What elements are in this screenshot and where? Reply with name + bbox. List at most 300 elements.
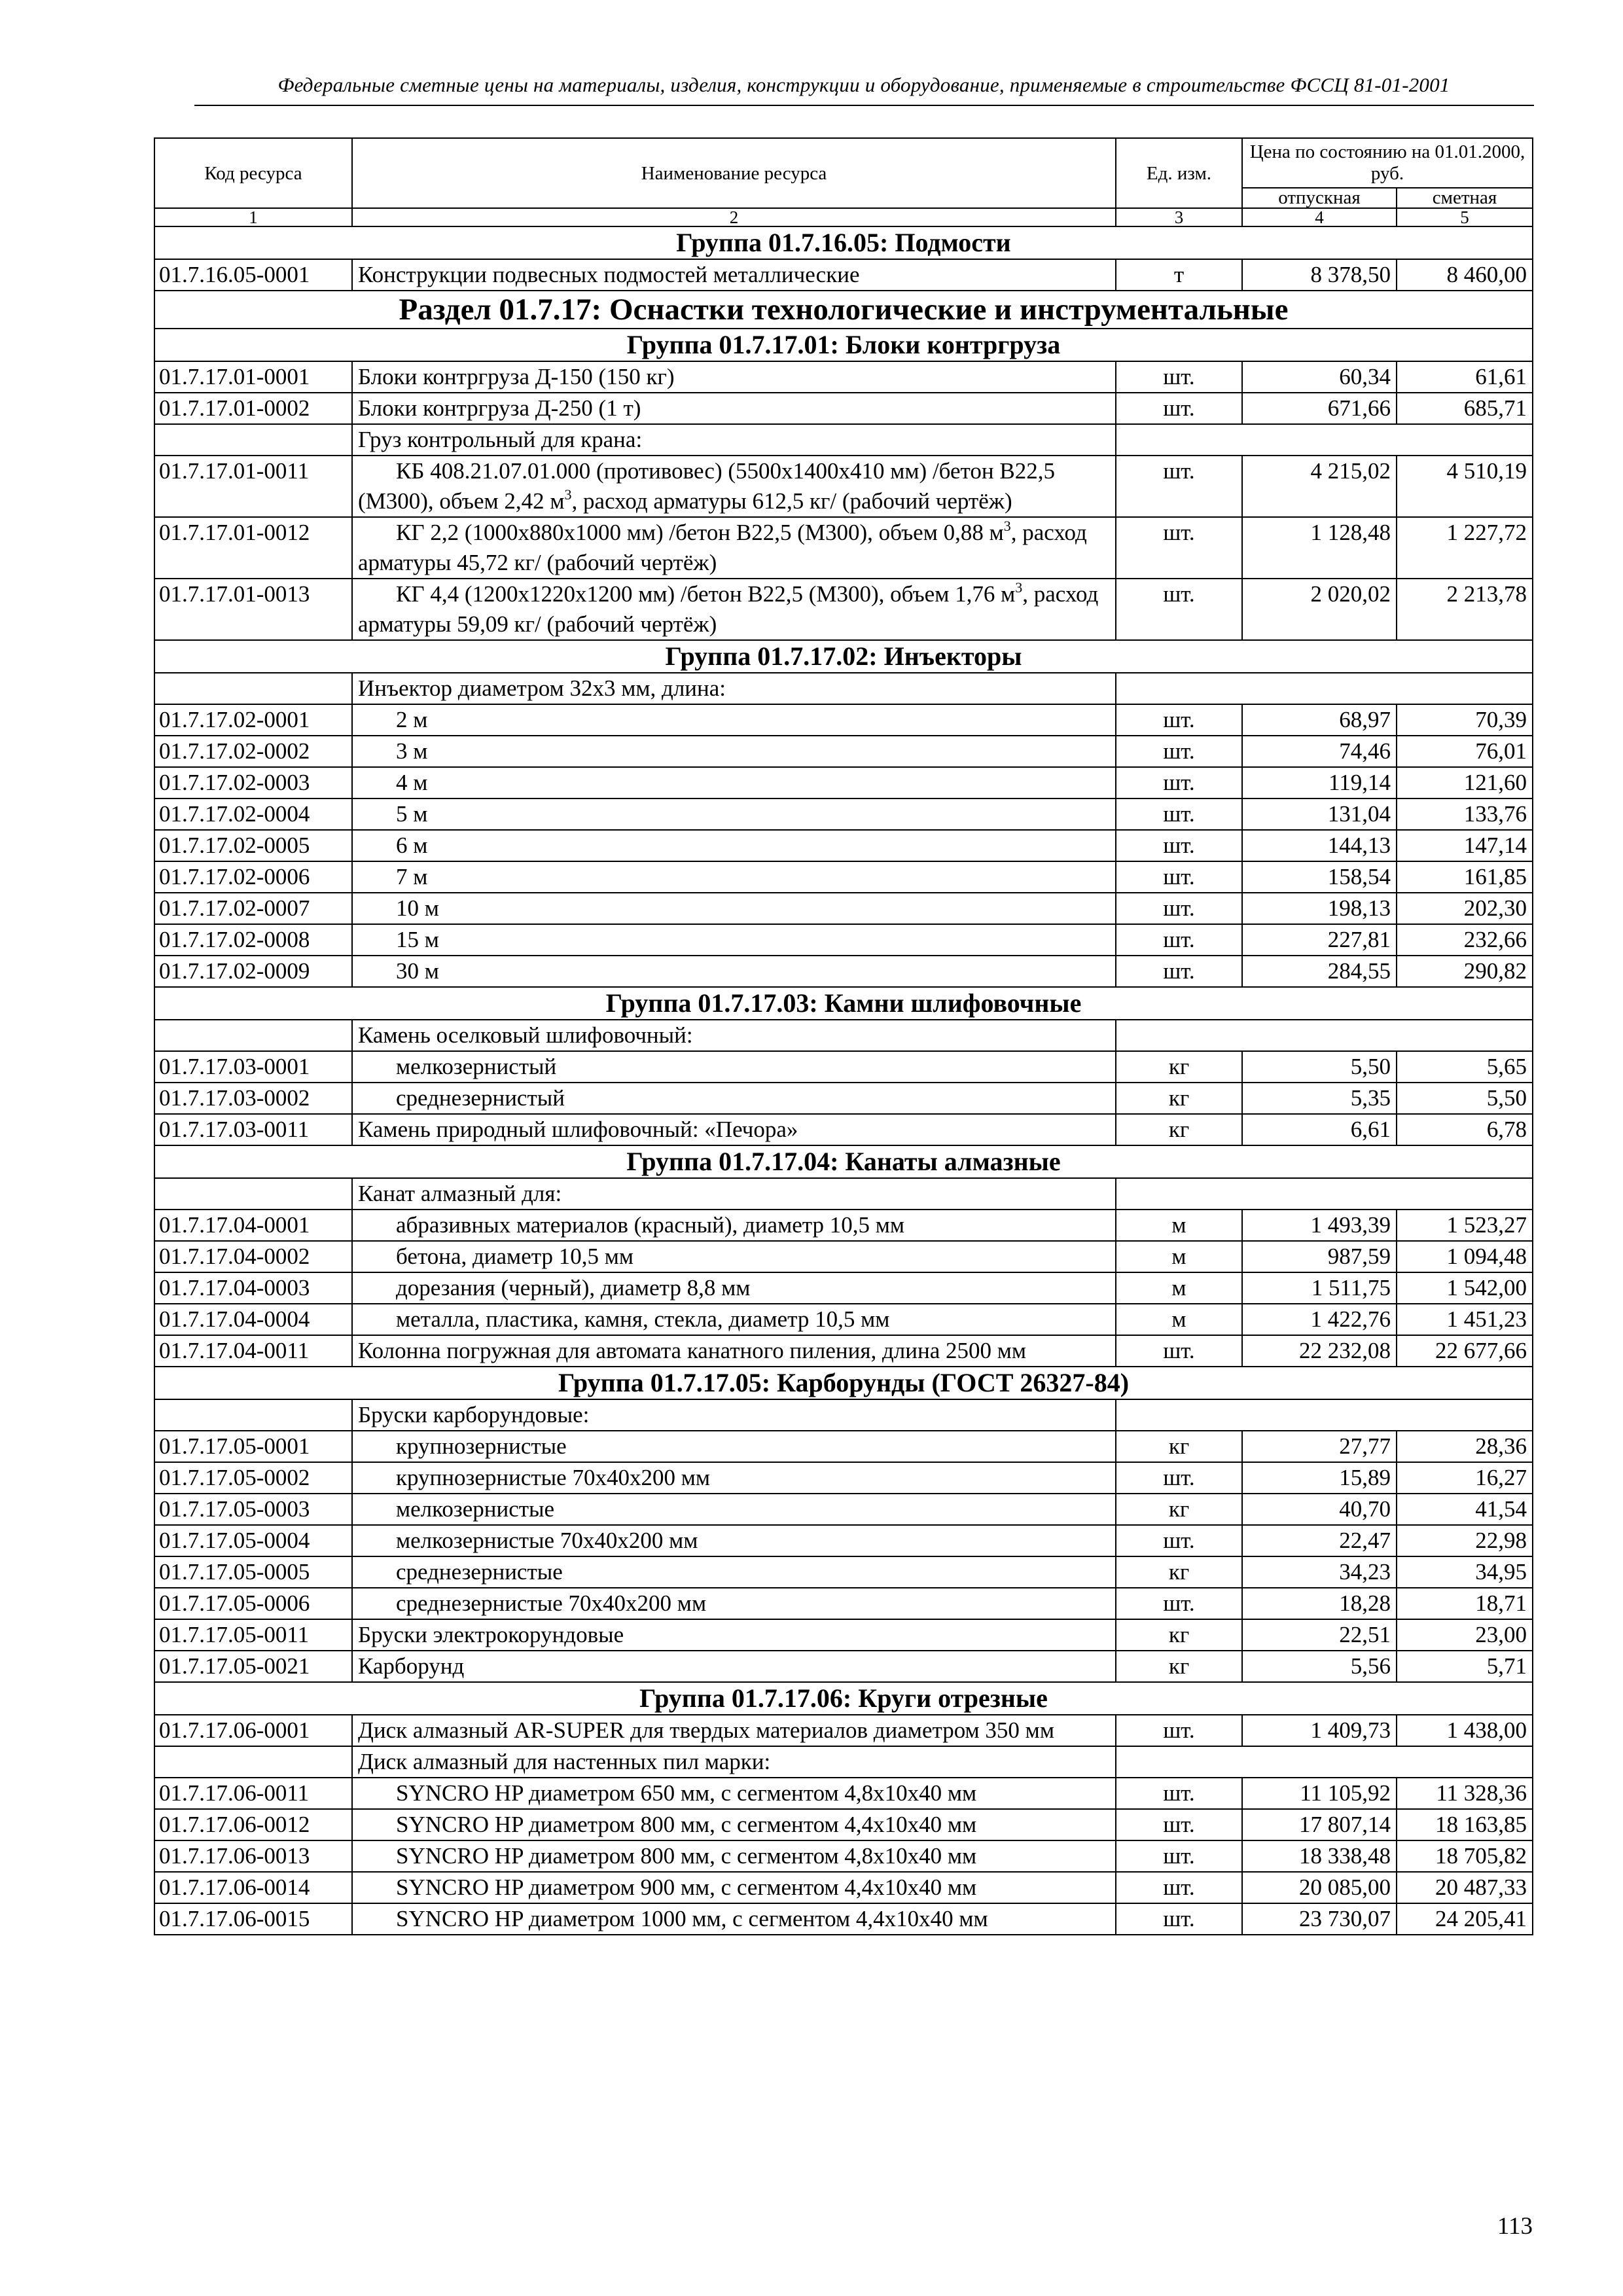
column-number: 4 — [1242, 208, 1397, 226]
estimate-price: 8 460,00 — [1397, 259, 1533, 291]
release-price: 40,70 — [1242, 1494, 1397, 1525]
resource-name-text: среднезернистые — [396, 1559, 563, 1585]
subheading-text: Бруски карборундовые: — [352, 1399, 1116, 1431]
resource-name — [352, 798, 1116, 830]
unit-of-measure: м — [1116, 1210, 1242, 1241]
resource-code: 01.7.17.05-0002 — [154, 1462, 352, 1494]
release-price: 158,54 — [1242, 861, 1397, 893]
release-price: 20 085,00 — [1242, 1872, 1397, 1903]
unit-superscript: 3 — [1015, 579, 1023, 596]
unit-of-measure: кг — [1116, 1431, 1242, 1462]
unit-of-measure: шт. — [1116, 798, 1242, 830]
unit-of-measure: шт. — [1116, 361, 1242, 393]
subheading-row — [154, 1178, 1533, 1210]
resource-name — [352, 1619, 1116, 1651]
unit-of-measure: шт. — [1116, 1335, 1242, 1367]
subheading-text: Инъектор диаметром 32х3 мм, длина: — [352, 673, 1116, 704]
estimate-price: 1 451,23 — [1397, 1304, 1533, 1335]
estimate-price: 133,76 — [1397, 798, 1533, 830]
table-row — [154, 456, 1533, 517]
unit-of-measure: шт. — [1116, 1525, 1242, 1556]
resource-name-text: Блоки контргруза Д-250 (1 т) — [358, 395, 641, 421]
subheading-row — [154, 673, 1533, 704]
estimate-price: 22 677,66 — [1397, 1335, 1533, 1367]
resource-name-text: крупнозернистые 70х40х200 мм — [396, 1465, 711, 1490]
resource-name — [352, 893, 1116, 924]
estimate-price: 147,14 — [1397, 830, 1533, 861]
release-price: 671,66 — [1242, 393, 1397, 424]
resource-name-text: 7 м — [396, 864, 428, 889]
price-table-body — [154, 138, 1533, 1935]
resource-name — [352, 1651, 1116, 1682]
resource-code: 01.7.17.04-0004 — [154, 1304, 352, 1335]
release-price: 987,59 — [1242, 1241, 1397, 1272]
resource-name — [352, 393, 1116, 424]
resource-name-text: 6 м — [396, 833, 428, 858]
resource-code: 01.7.17.01-0002 — [154, 393, 352, 424]
estimate-price: 61,61 — [1397, 361, 1533, 393]
resource-name — [352, 1525, 1116, 1556]
resource-name — [352, 861, 1116, 893]
resource-name — [352, 1588, 1116, 1619]
release-price: 18,28 — [1242, 1588, 1397, 1619]
unit-of-measure: шт. — [1116, 1462, 1242, 1494]
header-code: Код ресурса — [154, 138, 352, 208]
release-price: 22 232,08 — [1242, 1335, 1397, 1367]
resource-code: 01.7.17.02-0005 — [154, 830, 352, 861]
unit-of-measure: кг — [1116, 1619, 1242, 1651]
resource-code: 01.7.17.06-0014 — [154, 1872, 352, 1903]
resource-name-text: 2 м — [396, 707, 428, 732]
resource-code: 01.7.17.04-0011 — [154, 1335, 352, 1367]
release-price: 5,35 — [1242, 1083, 1397, 1114]
header-rule — [194, 105, 1534, 106]
estimate-price: 4 510,19 — [1397, 456, 1533, 517]
unit-superscript: 3 — [564, 486, 572, 503]
column-number: 3 — [1116, 208, 1242, 226]
resource-name-text: мелкозернистый — [396, 1054, 557, 1079]
unit-of-measure: шт. — [1116, 1872, 1242, 1903]
estimate-price: 20 487,33 — [1397, 1872, 1533, 1903]
resource-name — [352, 830, 1116, 861]
resource-code: 01.7.17.05-0005 — [154, 1556, 352, 1588]
header-estimate-price: сметная — [1397, 188, 1533, 208]
table-row — [154, 861, 1533, 893]
unit-of-measure: шт. — [1116, 1903, 1242, 1935]
empty-code-cell — [154, 424, 352, 456]
resource-name — [352, 361, 1116, 393]
release-price: 8 378,50 — [1242, 259, 1397, 291]
column-number-row — [154, 208, 1533, 226]
resource-name-text: среднезернистые 70х40х200 мм — [396, 1590, 707, 1616]
resource-name-text: Бруски электрокорундовые — [358, 1622, 624, 1647]
unit-of-measure: шт. — [1116, 1778, 1242, 1809]
resource-code: 01.7.17.03-0002 — [154, 1083, 352, 1114]
section-title: Раздел 01.7.17: Оснастки технологические и инструментальные — [154, 291, 1533, 329]
resource-code: 01.7.17.06-0015 — [154, 1903, 352, 1935]
release-price: 119,14 — [1242, 767, 1397, 798]
release-price: 1 493,39 — [1242, 1210, 1397, 1241]
estimate-price: 6,78 — [1397, 1114, 1533, 1145]
resource-code: 01.7.17.02-0008 — [154, 924, 352, 956]
resource-name — [352, 767, 1116, 798]
page-number: 113 — [1497, 2213, 1533, 2240]
table-row — [154, 579, 1533, 640]
table-row — [154, 1619, 1533, 1651]
resource-code: 01.7.17.01-0012 — [154, 517, 352, 579]
resource-code: 01.7.17.02-0002 — [154, 736, 352, 767]
section-row — [154, 291, 1533, 329]
resource-name-text: 15 м — [396, 927, 439, 952]
estimate-price: 161,85 — [1397, 861, 1533, 893]
resource-name-text: КГ 4,4 (1200х1220х1200 мм) /бетон В22,5 (М300), объем 1,76 м — [396, 581, 1016, 607]
resource-name — [352, 259, 1116, 291]
unit-of-measure: шт. — [1116, 736, 1242, 767]
table-row — [154, 1840, 1533, 1872]
resource-name — [352, 1431, 1116, 1462]
table-row — [154, 1872, 1533, 1903]
estimate-price: 1 523,27 — [1397, 1210, 1533, 1241]
resource-name — [352, 1272, 1116, 1304]
resource-name-text: Конструкции подвесных подмостей металлические — [358, 262, 860, 287]
resource-name — [352, 456, 1116, 517]
unit-of-measure: шт. — [1116, 956, 1242, 987]
resource-code: 01.7.17.04-0001 — [154, 1210, 352, 1241]
table-row — [154, 1494, 1533, 1525]
unit-of-measure: шт. — [1116, 1588, 1242, 1619]
page-running-header: Федеральные сметные цены на материалы, изделия, конструкции и оборудование, применяемые в строительстве ФССЦ 81-01-2001 — [277, 73, 1450, 96]
estimate-price: 28,36 — [1397, 1431, 1533, 1462]
resource-name — [352, 1715, 1116, 1746]
estimate-price: 76,01 — [1397, 736, 1533, 767]
table-row — [154, 1778, 1533, 1809]
resource-name — [352, 1872, 1116, 1903]
table-header-row — [154, 138, 1533, 188]
estimate-price: 1 094,48 — [1397, 1241, 1533, 1272]
release-price: 11 105,92 — [1242, 1778, 1397, 1809]
resource-code: 01.7.17.05-0001 — [154, 1431, 352, 1462]
release-price: 22,51 — [1242, 1619, 1397, 1651]
release-price: 144,13 — [1242, 830, 1397, 861]
resource-name — [352, 1051, 1116, 1083]
empty-code-cell — [154, 1399, 352, 1431]
unit-of-measure: кг — [1116, 1651, 1242, 1682]
resource-name-text: бетона, диаметр 10,5 мм — [396, 1244, 634, 1269]
empty-cell — [1116, 424, 1533, 456]
resource-code: 01.7.17.02-0001 — [154, 704, 352, 736]
resource-code: 01.7.17.01-0011 — [154, 456, 352, 517]
empty-code-cell — [154, 673, 352, 704]
estimate-price: 1 227,72 — [1397, 517, 1533, 579]
release-price: 22,47 — [1242, 1525, 1397, 1556]
resource-name — [352, 1556, 1116, 1588]
resource-name-text: Камень природный шлифовочный: «Печора» — [358, 1117, 798, 1142]
resource-code: 01.7.17.01-0001 — [154, 361, 352, 393]
estimate-price: 5,71 — [1397, 1651, 1533, 1682]
resource-code: 01.7.16.05-0001 — [154, 259, 352, 291]
release-price: 34,23 — [1242, 1556, 1397, 1588]
unit-of-measure: кг — [1116, 1083, 1242, 1114]
resource-name — [352, 1494, 1116, 1525]
release-price: 15,89 — [1242, 1462, 1397, 1494]
resource-code: 01.7.17.05-0021 — [154, 1651, 352, 1682]
subheading-row — [154, 1746, 1533, 1778]
resource-name-text: 5 м — [396, 801, 428, 827]
group-title: Группа 01.7.17.06: Круги отрезные — [154, 1682, 1533, 1715]
table-row — [154, 1051, 1533, 1083]
resource-name — [352, 704, 1116, 736]
table-row — [154, 517, 1533, 579]
table-row — [154, 798, 1533, 830]
resource-code: 01.7.17.06-0001 — [154, 1715, 352, 1746]
estimate-price: 11 328,36 — [1397, 1778, 1533, 1809]
table-row — [154, 1210, 1533, 1241]
resource-name — [352, 1083, 1116, 1114]
table-row — [154, 1114, 1533, 1145]
table-row — [154, 924, 1533, 956]
resource-code: 01.7.17.05-0004 — [154, 1525, 352, 1556]
empty-cell — [1116, 1399, 1533, 1431]
unit-of-measure: шт. — [1116, 830, 1242, 861]
group-title: Группа 01.7.17.05: Карборунды (ГОСТ 26327-84) — [154, 1367, 1533, 1399]
resource-name-tail: , расход арматуры 45,72 кг/ (рабочий чертёж) — [358, 520, 1087, 575]
subheading-text: Канат алмазный для: — [352, 1178, 1116, 1210]
table-row — [154, 956, 1533, 987]
resource-name-text: абразивных материалов (красный), диаметр 10,5 мм — [396, 1212, 905, 1238]
resource-name-text: дорезания (черный), диаметр 8,8 мм — [396, 1275, 751, 1300]
resource-name — [352, 1304, 1116, 1335]
resource-name-text: 4 м — [396, 770, 428, 795]
resource-code: 01.7.17.05-0006 — [154, 1588, 352, 1619]
table-row — [154, 1462, 1533, 1494]
empty-cell — [1116, 1178, 1533, 1210]
resource-name — [352, 1809, 1116, 1840]
unit-of-measure: шт. — [1116, 704, 1242, 736]
table-row — [154, 1651, 1533, 1682]
resource-name-text: КГ 2,2 (1000х880х1000 мм) /бетон В22,5 (М300), объем 0,88 м — [396, 520, 1004, 545]
table-row — [154, 1304, 1533, 1335]
resource-code: 01.7.17.03-0011 — [154, 1114, 352, 1145]
unit-of-measure: шт. — [1116, 767, 1242, 798]
resource-name — [352, 517, 1116, 579]
table-row — [154, 704, 1533, 736]
subheading-row — [154, 1399, 1533, 1431]
price-table — [154, 137, 1533, 1935]
release-price: 227,81 — [1242, 924, 1397, 956]
resource-code: 01.7.17.02-0004 — [154, 798, 352, 830]
estimate-price: 23,00 — [1397, 1619, 1533, 1651]
estimate-price: 685,71 — [1397, 393, 1533, 424]
table-row — [154, 1335, 1533, 1367]
estimate-price: 18,71 — [1397, 1588, 1533, 1619]
unit-of-measure: шт. — [1116, 924, 1242, 956]
resource-code: 01.7.17.01-0013 — [154, 579, 352, 640]
resource-name-text: крупнозернистые — [396, 1433, 567, 1459]
estimate-price: 5,65 — [1397, 1051, 1533, 1083]
table-row — [154, 1556, 1533, 1588]
release-price: 5,50 — [1242, 1051, 1397, 1083]
resource-name-tail: , расход арматуры 612,5 кг/ (рабочий чертёж) — [571, 488, 1012, 514]
unit-of-measure: кг — [1116, 1051, 1242, 1083]
resource-code: 01.7.17.02-0006 — [154, 861, 352, 893]
table-row — [154, 393, 1533, 424]
empty-cell — [1116, 1746, 1533, 1778]
table-row — [154, 259, 1533, 291]
unit-of-measure: шт. — [1116, 893, 1242, 924]
subheading-text: Груз контрольный для крана: — [352, 424, 1116, 456]
unit-of-measure: кг — [1116, 1556, 1242, 1588]
estimate-price: 1 542,00 — [1397, 1272, 1533, 1304]
resource-code: 01.7.17.04-0002 — [154, 1241, 352, 1272]
resource-code: 01.7.17.05-0003 — [154, 1494, 352, 1525]
unit-of-measure: шт. — [1116, 579, 1242, 640]
group-title: Группа 01.7.17.03: Камни шлифовочные — [154, 987, 1533, 1020]
subheading-row — [154, 1020, 1533, 1051]
release-price: 68,97 — [1242, 704, 1397, 736]
column-number: 1 — [154, 208, 352, 226]
release-price: 27,77 — [1242, 1431, 1397, 1462]
subheading-row — [154, 424, 1533, 456]
resource-name — [352, 1462, 1116, 1494]
empty-cell — [1116, 673, 1533, 704]
group-row — [154, 226, 1533, 259]
resource-name-text: мелкозернистые — [396, 1496, 555, 1522]
release-price: 23 730,07 — [1242, 1903, 1397, 1935]
resource-code: 01.7.17.06-0012 — [154, 1809, 352, 1840]
column-number: 2 — [352, 208, 1116, 226]
resource-code: 01.7.17.02-0003 — [154, 767, 352, 798]
table-row — [154, 1083, 1533, 1114]
resource-name-text: металла, пластика, камня, стекла, диаметр 10,5 мм — [396, 1306, 890, 1332]
estimate-price: 16,27 — [1397, 1462, 1533, 1494]
group-title: Группа 01.7.17.04: Канаты алмазные — [154, 1145, 1533, 1178]
unit-of-measure: м — [1116, 1241, 1242, 1272]
group-row — [154, 1367, 1533, 1399]
release-price: 5,56 — [1242, 1651, 1397, 1682]
header-price: Цена по состоянию на 01.01.2000, руб. — [1242, 138, 1533, 188]
estimate-price: 290,82 — [1397, 956, 1533, 987]
release-price: 1 409,73 — [1242, 1715, 1397, 1746]
empty-cell — [1116, 1020, 1533, 1051]
table-row — [154, 767, 1533, 798]
table-row — [154, 893, 1533, 924]
empty-code-cell — [154, 1178, 352, 1210]
release-price: 1 422,76 — [1242, 1304, 1397, 1335]
release-price: 4 215,02 — [1242, 456, 1397, 517]
unit-of-measure: шт. — [1116, 1809, 1242, 1840]
resource-name-text: SYNCRO HP диаметром 1000 мм, с сегментом 4,4х10х40 мм — [396, 1906, 988, 1931]
resource-name — [352, 1778, 1116, 1809]
resource-name-text: 30 м — [396, 958, 439, 984]
resource-name — [352, 1210, 1116, 1241]
estimate-price: 121,60 — [1397, 767, 1533, 798]
group-row — [154, 640, 1533, 673]
resource-name-tail: , расход арматуры 59,09 кг/ (рабочий чертёж) — [358, 581, 1099, 637]
release-price: 60,34 — [1242, 361, 1397, 393]
resource-code: 01.7.17.02-0007 — [154, 893, 352, 924]
table-row — [154, 1272, 1533, 1304]
column-number: 5 — [1397, 208, 1533, 226]
estimate-price: 202,30 — [1397, 893, 1533, 924]
release-price: 1 128,48 — [1242, 517, 1397, 579]
estimate-price: 2 213,78 — [1397, 579, 1533, 640]
table-row — [154, 1809, 1533, 1840]
resource-code: 01.7.17.03-0001 — [154, 1051, 352, 1083]
unit-of-measure: кг — [1116, 1114, 1242, 1145]
unit-of-measure: шт. — [1116, 1715, 1242, 1746]
resource-code: 01.7.17.04-0003 — [154, 1272, 352, 1304]
resource-name-text: SYNCRO HP диаметром 900 мм, с сегментом 4,4х10х40 мм — [396, 1874, 977, 1900]
resource-name — [352, 924, 1116, 956]
estimate-price: 18 705,82 — [1397, 1840, 1533, 1872]
header-name: Наименование ресурса — [352, 138, 1116, 208]
unit-of-measure: шт. — [1116, 517, 1242, 579]
unit-of-measure: шт. — [1116, 861, 1242, 893]
release-price: 2 020,02 — [1242, 579, 1397, 640]
table-row — [154, 361, 1533, 393]
table-row — [154, 1588, 1533, 1619]
resource-name-text: SYNCRO HP диаметром 800 мм, с сегментом 4,8х10х40 мм — [396, 1843, 977, 1869]
resource-name — [352, 1114, 1116, 1145]
empty-code-cell — [154, 1020, 352, 1051]
estimate-price: 70,39 — [1397, 704, 1533, 736]
unit-of-measure: м — [1116, 1304, 1242, 1335]
unit-of-measure: м — [1116, 1272, 1242, 1304]
release-price: 198,13 — [1242, 893, 1397, 924]
release-price: 74,46 — [1242, 736, 1397, 767]
table-row — [154, 1715, 1533, 1746]
unit-superscript: 3 — [1003, 518, 1011, 534]
estimate-price: 22,98 — [1397, 1525, 1533, 1556]
release-price: 18 338,48 — [1242, 1840, 1397, 1872]
table-row — [154, 1525, 1533, 1556]
empty-code-cell — [154, 1746, 352, 1778]
resource-name — [352, 956, 1116, 987]
subheading-text: Диск алмазный для настенных пил марки: — [352, 1746, 1116, 1778]
resource-code: 01.7.17.05-0011 — [154, 1619, 352, 1651]
table-row — [154, 736, 1533, 767]
subheading-text: Камень оселковый шлифовочный: — [352, 1020, 1116, 1051]
resource-name-text: среднезернистый — [396, 1085, 565, 1111]
group-row — [154, 329, 1533, 361]
unit-of-measure: кг — [1116, 1494, 1242, 1525]
unit-of-measure: шт. — [1116, 456, 1242, 517]
resource-code: 01.7.17.06-0011 — [154, 1778, 352, 1809]
group-title: Группа 01.7.17.02: Инъекторы — [154, 640, 1533, 673]
estimate-price: 41,54 — [1397, 1494, 1533, 1525]
estimate-price: 18 163,85 — [1397, 1809, 1533, 1840]
unit-of-measure: шт. — [1116, 1840, 1242, 1872]
resource-code: 01.7.17.06-0013 — [154, 1840, 352, 1872]
group-row — [154, 987, 1533, 1020]
resource-name-text: мелкозернистые 70х40х200 мм — [396, 1528, 698, 1553]
unit-of-measure: шт. — [1116, 393, 1242, 424]
resource-name-text: Диск алмазный AR-SUPER для твердых материалов диаметром 350 мм — [358, 1717, 1054, 1743]
resource-name-text: Блоки контргруза Д-150 (150 кг) — [358, 364, 675, 389]
resource-name-text: Колонна погружная для автомата канатного пиления, длина 2500 мм — [358, 1338, 1027, 1363]
release-price: 17 807,14 — [1242, 1809, 1397, 1840]
group-row — [154, 1145, 1533, 1178]
estimate-price: 24 205,41 — [1397, 1903, 1533, 1935]
resource-name — [352, 1903, 1116, 1935]
resource-name-text: 3 м — [396, 738, 428, 764]
resource-name-text: 10 м — [396, 895, 439, 921]
resource-name — [352, 1241, 1116, 1272]
table-row — [154, 830, 1533, 861]
header-unit: Ед. изм. — [1116, 138, 1242, 208]
estimate-price: 232,66 — [1397, 924, 1533, 956]
header-release-price: отпускная — [1242, 188, 1397, 208]
